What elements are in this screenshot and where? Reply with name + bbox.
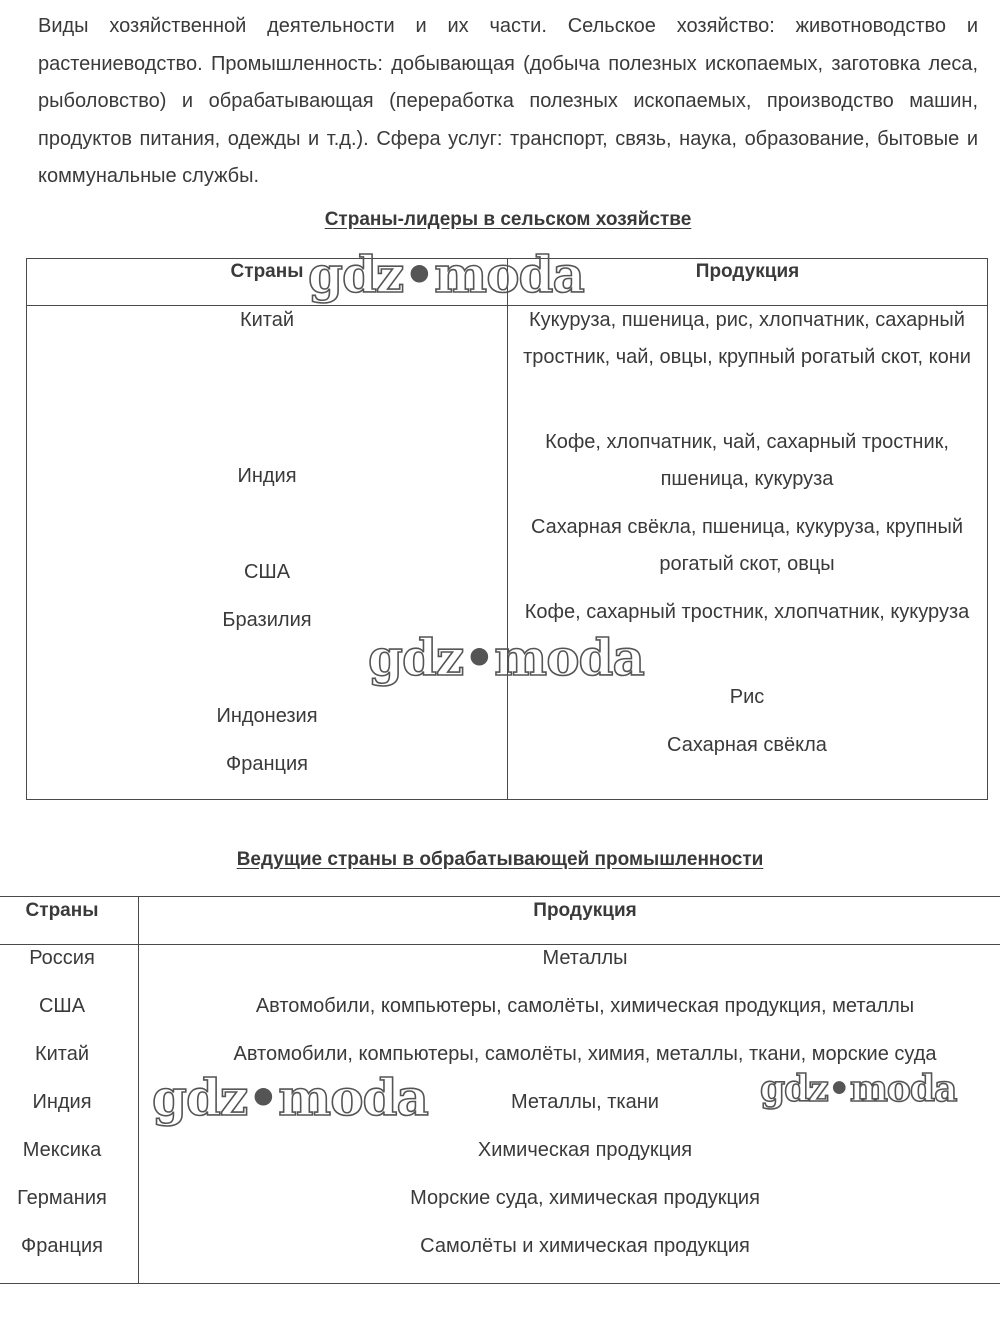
table1-products: Сахарная свёкла, пшеница, кукуруза, крупный рогатый скот, овцы xyxy=(530,516,963,575)
table2-border-bottom xyxy=(0,1283,1000,1284)
table1-products: Кукуруза, пшеница, рис, хлопчатник, сахарный тростник, чай, овцы, крупный рогатый скот, кони xyxy=(523,309,971,368)
table2-products: Химическая продукция xyxy=(477,1139,693,1161)
table2-country: Индия xyxy=(32,1091,92,1113)
table2-country: Мексика xyxy=(22,1139,102,1161)
table2-header-countries: Страны xyxy=(25,900,99,921)
table2-products: Автомобили, компьютеры, самолёты, химия, металлы, ткани, морские суда xyxy=(233,1043,937,1065)
table2-products: Морские суда, химическая продукция xyxy=(410,1187,760,1209)
table1-country: Китай xyxy=(239,309,295,331)
table2-country: Китай xyxy=(34,1043,90,1065)
table1-products: Сахарная свёкла xyxy=(667,734,827,756)
table1-header-countries: Страны xyxy=(230,261,304,282)
table2-country: Германия xyxy=(17,1187,107,1209)
intro-paragraph: Виды хозяйственной деятельности и их части. Сельское хозяйство: животноводство и растениеводство. Промышленность: добывающая (добыча полезных ископаемых, заготовка леса, рыболовство) и обрабатывающая (переработка полезных ископаемых, производство машин, продуктов питания, одежды и т.д.). Сфера услуг: транспорт, связь, наука, образование, бытовые и коммунальные службы. xyxy=(38,15,978,187)
table1-header-products: Продукция xyxy=(695,261,800,282)
table2-country: Франция xyxy=(21,1235,103,1257)
table1-country: США xyxy=(243,561,291,583)
table2-title: Ведущие страны в обрабатывающей промышленности xyxy=(236,849,764,870)
table2-products: Самолёты и химическая продукция xyxy=(420,1235,750,1257)
table1-column-divider xyxy=(507,258,508,800)
table2-country: США xyxy=(38,995,86,1017)
watermark: gdz•moda xyxy=(760,1068,957,1110)
table1-products: Кофе, хлопчатник, чай, сахарный тростник, пшеница, кукуруза xyxy=(545,431,949,490)
table1-country: Индонезия xyxy=(216,705,318,727)
watermark: gdz•moda xyxy=(368,628,644,687)
table2-header-products: Продукция xyxy=(533,900,637,921)
table2-column-divider xyxy=(138,896,139,1284)
table1-products: Кофе, сахарный тростник, хлопчатник, кукуруза xyxy=(524,601,970,623)
table1-country: Бразилия xyxy=(222,609,312,631)
table2-country: Россия xyxy=(29,947,95,969)
table2-products: Металлы, ткани xyxy=(511,1091,659,1113)
table1-country: Франция xyxy=(226,753,308,775)
watermark: gdz•moda xyxy=(152,1068,428,1127)
table1-title: Страны-лидеры в сельском хозяйстве xyxy=(324,209,692,230)
table1-border-right xyxy=(987,258,988,800)
table2-products: Металлы xyxy=(542,947,628,969)
table2-products: Автомобили, компьютеры, самолёты, химическая продукция, металлы xyxy=(255,995,915,1017)
table1-country: Индия xyxy=(237,465,297,487)
table1-products: Рис xyxy=(729,686,765,708)
watermark: gdz•moda xyxy=(308,245,584,304)
